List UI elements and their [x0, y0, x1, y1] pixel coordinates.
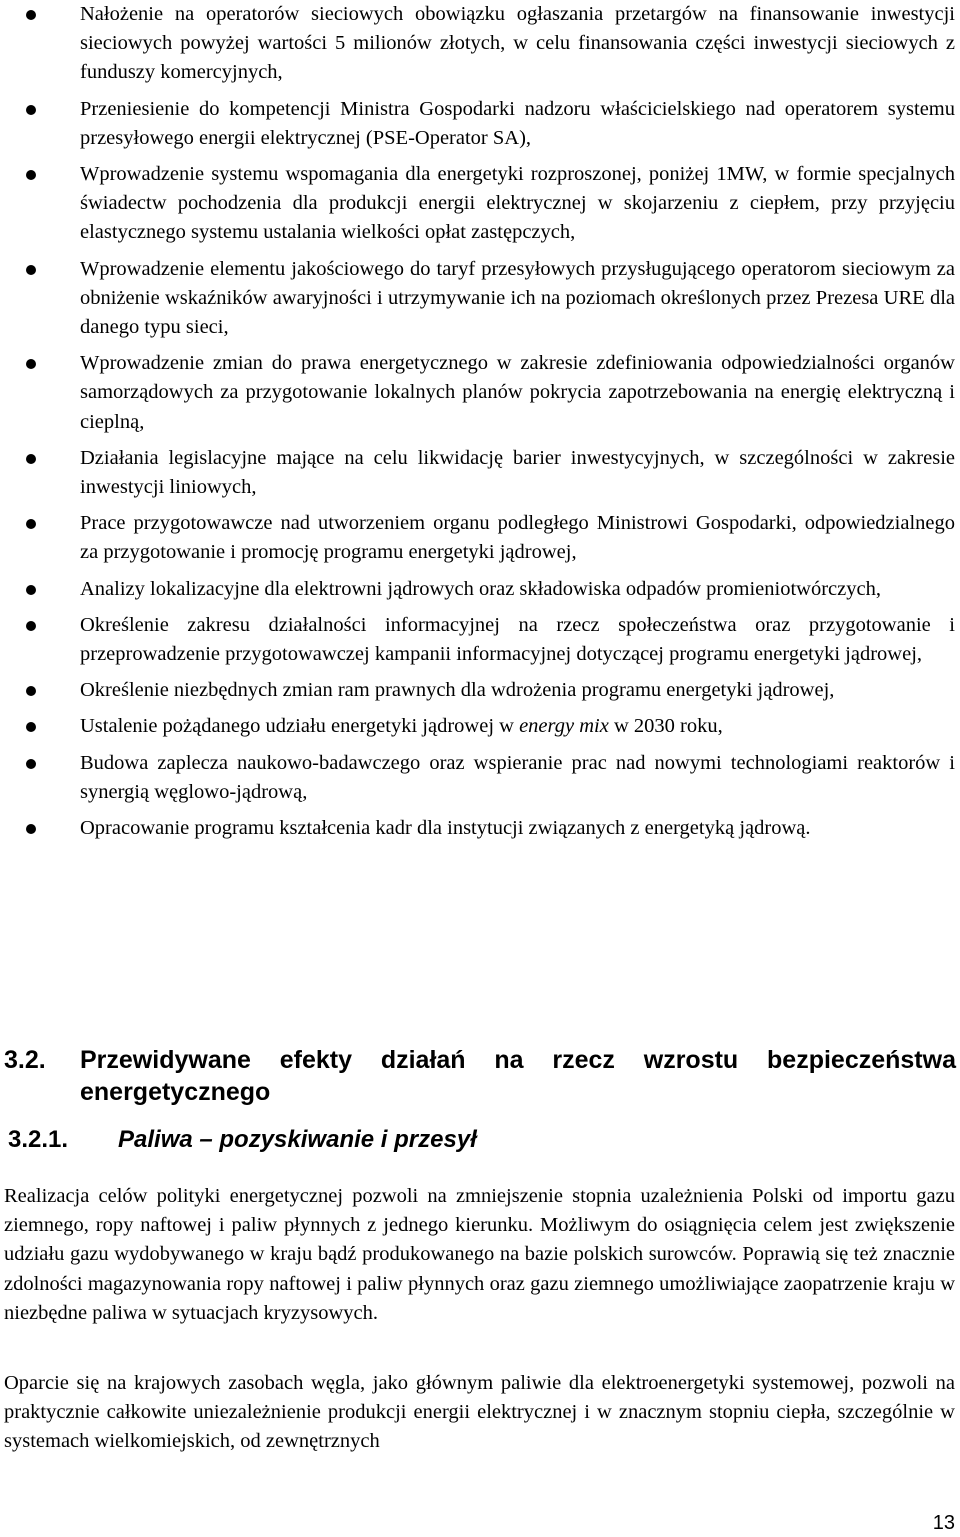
- bullet-icon: [26, 105, 36, 115]
- list-item-text: Wprowadzenie systemu wspomagania dla energetyki rozproszonej, poniżej 1MW, w formie specjalnych świadectw pochodzenia dla produkcji energii elektrycznej w skojarzeniu z ciepłem, przy przyjęciu elastycznego systemu ustalania wielkości opłat zastępczych,: [80, 163, 955, 244]
- section-title: Przewidywane efekty działań na rzecz wzrostu bezpieczeństwa energetycznego: [80, 1046, 956, 1106]
- list-item-text: Określenie niezbędnych zmian ram prawnych dla wdrożenia programu energetyki jądrowej,: [80, 679, 835, 702]
- list-item: [0, 575, 960, 604]
- list-item-text: Analizy lokalizacyjne dla elektrowni jądrowych oraz składowiska odpadów promieniotwórczych,: [80, 577, 881, 600]
- list-item: [0, 349, 960, 437]
- body-paragraph: Realizacja celów polityki energetycznej pozwoli na zmniejszenie stopnia uzależnienia Polski od importu gazu ziemnego, ropy naftowej i paliw płynnych z jednego kierunku. Możliwym do osiągnięcia celem jest zwiększenie udziału gazu wydobywanego w kraju bądź produkowanego na bazie polskich surowców. Poprawią się też znacznie zdolności magazynowania ropy naftowej i paliw płynnych oraz gazu ziemnego umożliwiające zaopatrzenie kraju w niezbędne paliwa w sytuacjach kryzysowych.: [4, 1185, 955, 1324]
- list-item: [0, 0, 960, 88]
- page-number: 13: [932, 1512, 955, 1534]
- list-item-text: Wprowadzenie zmian do prawa energetycznego w zakresie zdefiniowania odpowiedzialności organów samorządowych za przygotowanie lokalnych planów pokrycia zapotrzebowania na energię elektryczną i cieplną,: [80, 352, 955, 433]
- subsection-title: Paliwa – pozyskiwanie i przesył: [118, 1126, 477, 1153]
- bullet-icon: [26, 519, 36, 529]
- bullet-icon: [26, 10, 36, 20]
- list-item-text: Wprowadzenie elementu jakościowego do taryf przesyłowych przysługującego operatorom sieciowym za obniżenie wskaźników awaryjności i utrzymywanie ich na poziomach określonych przez Prezesa URE dla danego typu sieci,: [80, 257, 955, 339]
- subsection-number: 3.2.1.: [8, 1126, 69, 1153]
- list-item: [0, 611, 960, 669]
- list-item: [0, 509, 960, 567]
- list-item: [0, 160, 960, 248]
- bullet-icon: [26, 824, 36, 834]
- bullet-icon: [26, 621, 36, 631]
- list-item: [0, 712, 960, 741]
- list-item-text: Działania legislacyjne mające na celu likwidację barier inwestycyjnych, w szczególności w zakresie inwestycji liniowych,: [80, 446, 955, 499]
- list-item-text-italic: energy mix: [519, 715, 609, 738]
- list-item: [0, 95, 960, 153]
- list-item-text: Nałożenie na operatorów sieciowych obowiązku ogłaszania przetargów na finansowanie inwestycji sieciowych powyżej wartości 5 milionów złotych, w celu finansowania części inwestycji sieciowych z funduszy komercyjnych,: [80, 3, 955, 84]
- list-item: [0, 676, 960, 705]
- list-item-text: Prace przygotowawcze nad utworzeniem organu podległego Ministrowi Gospodarki, odpowiedzialnego za przygotowanie i promocję programu energetyki jądrowej,: [80, 512, 955, 564]
- list-item: [0, 814, 960, 843]
- bullet-icon: [26, 454, 36, 464]
- bullet-icon: [26, 686, 36, 696]
- list-item: [0, 444, 960, 502]
- section-heading: [4, 1044, 956, 1108]
- bullet-icon: [26, 265, 36, 275]
- subsection-heading: [8, 1124, 948, 1156]
- list-item: [0, 255, 960, 343]
- bullet-icon: [26, 722, 36, 732]
- list-item-text: Budowa zaplecza naukowo-badawczego oraz wspieranie prac nad nowymi technologiami reaktorów i synergią węglowo-jądrową,: [80, 751, 955, 803]
- bullet-icon: [26, 359, 36, 369]
- list-item-text: Przeniesienie do kompetencji Ministra Gospodarki nadzoru właścicielskiego nad operatorem systemu przesyłowego energii elektrycznej (PSE-Operator SA),: [80, 97, 955, 149]
- list-item: [0, 749, 960, 807]
- section-number: 3.2.: [4, 1046, 46, 1074]
- bullet-icon: [26, 170, 36, 180]
- bullet-icon: [26, 759, 36, 769]
- list-item-text-before: Ustalenie pożądanego udziału energetyki jądrowej w: [80, 715, 520, 738]
- list-item-text-after: w 2030 roku,: [608, 715, 723, 738]
- body-paragraph: Oparcie się na krajowych zasobach węgla, jako głównym paliwie dla elektroenergetyki systemowej, pozwoli na praktycznie całkowite uniezależnienie produkcji energii elektrycznej i w znacznym stopniu ciepła, szczególnie w systemach wielkomiejskich, od zewnętrznych: [4, 1372, 955, 1453]
- list-item-text: Opracowanie programu kształcenia kadr dla instytucji związanych z energetyką jądrową.: [80, 817, 811, 840]
- bullet-icon: [26, 585, 36, 595]
- list-item-text: Określenie zakresu działalności informacyjnej na rzecz społeczeństwa oraz przygotowanie i przeprowadzenie przygotowawczej kampanii informacyjnej dotyczącej programu energetyki jądrowej,: [80, 613, 955, 666]
